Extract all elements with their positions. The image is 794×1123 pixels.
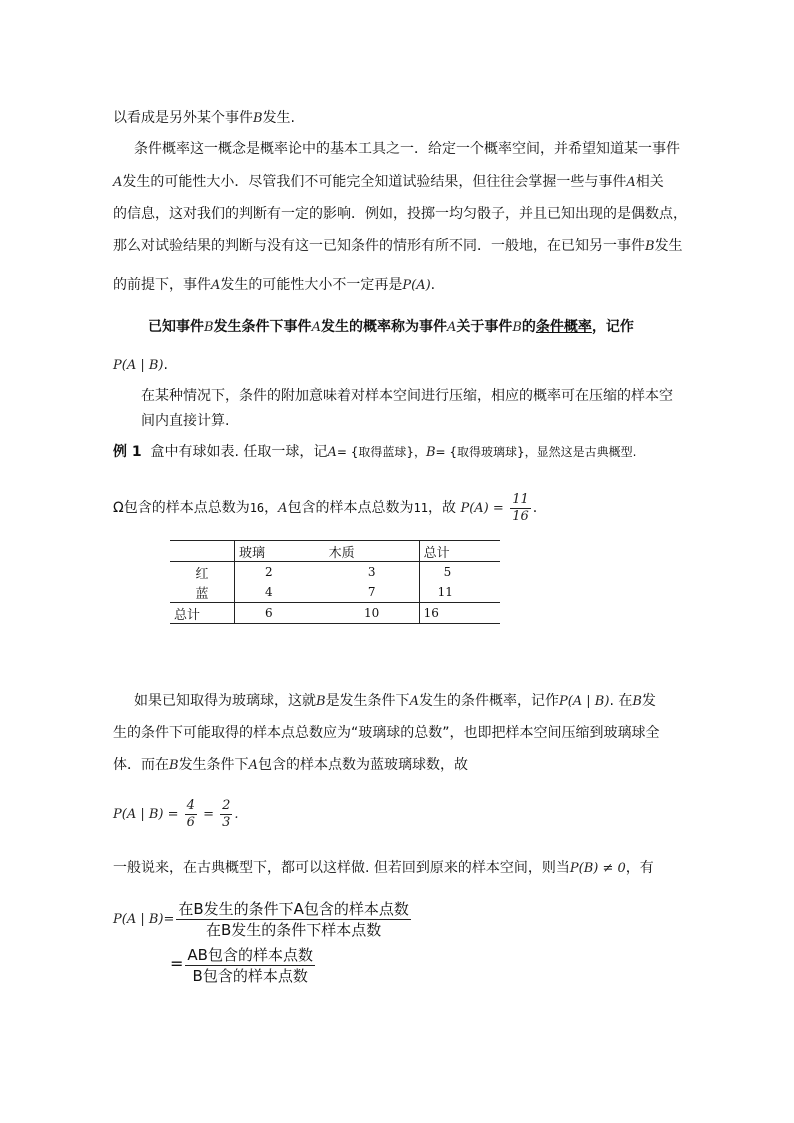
- text-line: [113, 108, 295, 129]
- text: 条件概率这一概念是概率论中的基本工具之一．给定一个概率空间，并希望知道某一事件: [134, 141, 680, 157]
- text: 发生条件下: [178, 757, 249, 773]
- table-header: 木质: [325, 541, 420, 562]
- math-expression: P(B) ≠ 0: [569, 861, 626, 876]
- text: .: [532, 500, 538, 516]
- text: 包含的样本点数为蓝玻璃球数，故: [257, 757, 468, 773]
- text: 发生: [654, 238, 683, 254]
- text: 间内直接计算.: [141, 413, 230, 429]
- numerator: AB包含的样本点数: [187, 945, 313, 964]
- omega-symbol: Ω: [113, 500, 124, 516]
- denominator: B包含的样本点数: [192, 966, 308, 985]
- text-line: [141, 411, 229, 431]
- math-symbol: B: [316, 694, 326, 709]
- math-symbol: A: [248, 758, 258, 773]
- text: .: [163, 357, 168, 373]
- equation: [170, 943, 317, 986]
- denominator: 在B发生的条件下样本点数: [206, 920, 382, 939]
- number: 16: [249, 501, 265, 515]
- fraction: [176, 899, 411, 940]
- text: ，故: [428, 500, 456, 516]
- text: 相关: [635, 174, 664, 190]
- numerator: 2: [222, 798, 231, 813]
- numerator: 4: [186, 798, 195, 813]
- math-symbol: A: [311, 320, 321, 335]
- fraction: [510, 492, 531, 525]
- table-cell: 红: [170, 562, 235, 583]
- text-line: [113, 172, 664, 193]
- math-symbol: A: [327, 445, 337, 460]
- text: ，记作: [591, 319, 634, 335]
- table-row: [170, 562, 500, 583]
- numerator: 在B发生的条件下A包含的样本点数: [178, 899, 409, 918]
- text: 关于事件: [456, 319, 513, 335]
- table-row: [170, 582, 500, 603]
- equals-sign: =: [203, 807, 214, 822]
- text: = {取得蓝球}，: [336, 445, 426, 459]
- table-cell: 10: [325, 603, 420, 624]
- text: 发生的条件概率，记作: [418, 693, 559, 709]
- text-line: [113, 236, 683, 257]
- math-expression: P(A): [402, 278, 431, 293]
- math-symbol: A: [113, 175, 123, 190]
- math-symbol: B: [169, 758, 179, 773]
- table-cell: 4: [265, 585, 273, 599]
- math-expression: P(A) =: [460, 501, 504, 516]
- table-header: 玻璃: [235, 541, 325, 562]
- table-cell: 6: [235, 603, 325, 624]
- text: 发生的可能性大小．尽管我们不可能完全知道试验结果，但往往会掌握一些与事件: [122, 174, 627, 190]
- table-cell: 2: [265, 565, 273, 579]
- text: 发生的概率称为事件: [320, 319, 447, 335]
- equals-sign: =: [170, 954, 184, 973]
- math-expression: P(A | B): [113, 358, 164, 373]
- table-cell: 总计: [170, 603, 235, 624]
- text: . 在: [609, 693, 633, 709]
- fraction: [220, 798, 232, 831]
- text-line: [113, 488, 537, 529]
- text: 包含的样本点总数为: [287, 500, 414, 516]
- text: 的信息，这对我们的判断有一定的影响．例如，投掷一均匀骰子，并且已知出现的是偶数点，: [113, 206, 687, 222]
- text: .: [430, 277, 436, 293]
- table-header: 总计: [419, 541, 500, 562]
- equation: [113, 898, 413, 941]
- math-expression: P(A | B)=: [113, 912, 175, 927]
- example-label: 例 1: [113, 444, 142, 460]
- math-symbol: B: [425, 445, 436, 460]
- math-symbol: A: [446, 320, 457, 335]
- math-symbol: B: [645, 239, 655, 254]
- text: 一般说来，在古典概型下，都可以这样做. 但若回到原来的样本空间，则当: [113, 860, 570, 876]
- fraction: [185, 798, 197, 831]
- text: 以看成是另外某个事件: [113, 110, 253, 126]
- table-cell: 5: [443, 565, 452, 579]
- text: ，: [264, 500, 279, 516]
- text: = {取得玻璃球}，显然这是古典概型.: [435, 445, 637, 459]
- table-cell: 11: [437, 585, 453, 599]
- text: 已知事件: [148, 319, 204, 335]
- text: 的: [521, 319, 536, 335]
- math-symbol: B: [512, 320, 522, 335]
- text-line: [113, 355, 168, 376]
- math-symbol: A: [278, 501, 288, 516]
- math-symbol: A: [409, 694, 419, 709]
- text-line: [113, 858, 654, 879]
- text-line: [134, 691, 656, 712]
- ball-table: [170, 540, 500, 624]
- text: 是发生条件下: [325, 693, 410, 709]
- table-cell: 7: [325, 582, 420, 603]
- table-row: [170, 603, 500, 624]
- text: ，有: [625, 860, 654, 876]
- text: 体．而在: [113, 757, 169, 773]
- text: 盒中有球如表. 任取一球，记: [150, 444, 328, 460]
- example-line: [113, 442, 637, 463]
- text: 发生条件下事件: [213, 319, 312, 335]
- definition-line: [148, 317, 634, 338]
- text: 生的条件下可能取得的样本点总数应为“玻璃球的总数”，也即把样本空间压缩到玻璃球全: [113, 725, 660, 741]
- text: 在某种情况下，条件的附加意味着对样本空间进行压缩，相应的概率可在压缩的样本空: [141, 388, 673, 404]
- equation: [113, 795, 239, 835]
- table-cell: 3: [325, 562, 420, 583]
- number: 11: [413, 501, 428, 515]
- math-expression: P(A | B) =: [113, 807, 179, 822]
- fraction: [185, 945, 315, 986]
- table-cell: 蓝: [170, 582, 235, 603]
- denominator: 3: [222, 815, 231, 830]
- text: 的前提下，事件: [113, 277, 211, 293]
- math-symbol: A: [626, 175, 636, 190]
- text-line: [113, 275, 435, 296]
- text-line: [113, 755, 468, 776]
- text: 如果已知取得为玻璃球，这就: [134, 693, 316, 709]
- text-line: [113, 204, 687, 224]
- math-symbol: A: [211, 278, 221, 293]
- math-symbol: B: [632, 694, 642, 709]
- text: 包含的样本点总数为: [123, 500, 250, 516]
- text-line: [141, 386, 673, 406]
- math-symbol: B: [204, 320, 214, 335]
- math-expression: P(A | B): [558, 694, 610, 709]
- text: 发: [641, 693, 656, 709]
- table-header-row: [170, 541, 500, 562]
- text: 那么对试验结果的判断与没有这一已知条件的情形有所不同．一般地，在已知另一事件: [113, 238, 645, 254]
- table-header: [170, 541, 235, 562]
- text: 发生.: [262, 110, 296, 126]
- math-symbol: B: [253, 111, 263, 126]
- text-line: [134, 139, 680, 159]
- term-conditional-probability: 条件概率: [535, 319, 592, 335]
- table-cell: 16: [419, 603, 500, 624]
- denominator: 16: [512, 508, 529, 524]
- denominator: 6: [186, 815, 195, 830]
- text-line: [113, 723, 660, 743]
- text: .: [234, 807, 239, 822]
- text: 发生的可能性大小不一定再是: [220, 277, 403, 293]
- numerator: 11: [512, 491, 529, 507]
